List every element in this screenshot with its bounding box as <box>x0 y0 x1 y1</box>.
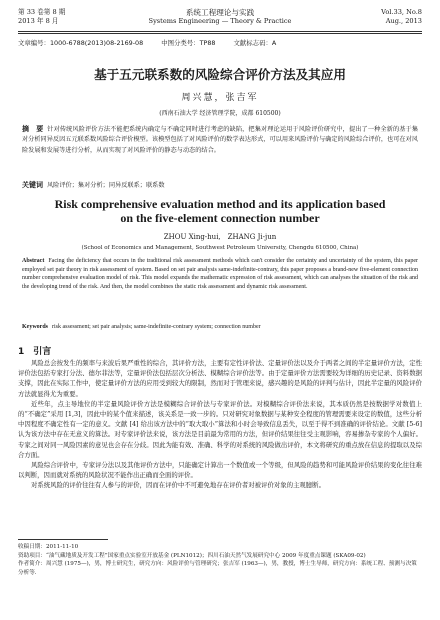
footnote-fund: 资助项目：“油气藏地质及开发工程”国家重点实验室开放基金 (PLN1012)；四川石油天然气发展研究中心 2009 年度重点课题 (SKA09-02) <box>18 552 366 559</box>
authors-en: ZHOU Xing-hui, ZHANG Ji-jun <box>163 233 277 241</box>
header-volume: 第 33 卷第 8 期 <box>18 8 66 16</box>
header-volume-en: Vol.33, No.8 <box>381 8 422 16</box>
title-en <box>14 197 426 225</box>
footnotes <box>18 543 422 577</box>
header-right <box>381 8 422 26</box>
abstract-cn <box>22 124 418 156</box>
header-center <box>18 8 422 26</box>
header-journal-cn: 系统工程理论与实践 <box>185 8 255 17</box>
header-rule-2 <box>18 33 422 34</box>
introduction-body <box>18 358 422 491</box>
title-en-line-1: Risk comprehensive evaluation method and its application based <box>54 197 386 211</box>
footnote-rule <box>18 539 108 540</box>
footnote-received: 收稿日期：2011-11-10 <box>18 544 79 550</box>
title-en-line-2: on the five-element connection number <box>120 211 320 225</box>
paragraph: 风险总会按发生的频率与来波后果严重性的综合，其评价方法，主要有定性评价法、定量评价法以及介于两者之间的半定量评价方法，定性评价法包括专家打分法、德尔菲法等，定量评价法包括层次分析法、模糊综合评价法等。由于定量评价方法需要较为详细的历史记录、资料数据支撑，因此在实际工作中，使定量评价方法的应用受到较大的限制，然而对于管理来说，感兴趣的是风险的评判与估计，因此半定量的风险评价方法就显得尤为重要。 <box>18 359 422 398</box>
keywords-en-label: Keywords <box>22 324 48 330</box>
keywords-en <box>22 324 418 330</box>
authors-cn: 周兴慧，张吉军 <box>181 93 259 103</box>
document-code: 文献标志码：A <box>233 39 277 47</box>
paragraph: 对系统风险的评价往往有人参与的评价，因而在评价中不可避免地存在评价者对被评价对象的主观臆断。 <box>31 481 325 490</box>
keywords-cn-text: 风险评价；集对分析；同异反联系；联系数 <box>47 182 165 189</box>
keywords-cn-label: 关键词 <box>22 181 43 189</box>
header-journal-en: Systems Engineering — Theory & Practice <box>148 17 292 25</box>
header-date: 2013 年 8 月 <box>18 17 59 25</box>
article-number: 文章编号：1000-6788(2013)08-2169-08 <box>18 39 144 47</box>
header-date-en: Aug., 2013 <box>385 17 422 25</box>
running-header <box>18 4 422 30</box>
abstract-cn-label: 摘 要 <box>22 125 44 133</box>
abstract-en <box>22 257 418 291</box>
paragraph: 近些年，点主导地位的半定量风险评价方法是模糊综合评价法与专家评价法。对模糊综合评价法来说，其本质仍然是按数据学对数值上的“不确定”采用 [1,3]，因此中的某个值来描述，该关系是一致一步的。只对研究对象数据与某种安全程度的管理需要来设定的数值，这些分析中因程度不确定性有一定的意义。文献 [4] 给出该方法中的“取大取小”算法和小时会导致信息丢失，以至于得不到准确的评价结论。文献 [5-6] 认为该方法中存在无意义的算法。对专家评价法来说，该方法是目前最为常用的方法，但评价结果往往受主观影响，容易掺杂专家的个人偏好。专家之间对同一风险因素的意见也会存在分歧。因此为能有效、准确、科学的对系统的风险做出评价，本文将研究的重点放在信息的提取以及综合方面。 <box>18 399 422 459</box>
keywords-en-text: risk assessment; set pair analysis; same-indefinite-contrary system; connection number <box>52 324 261 330</box>
abstract-en-text: Facing the deficiency that occurs in the traditional risk assessment methods which can't consider the certainty and uncertainty of the system, this paper employed set pair theory in risk assessment of system. Based on set pair analysis same-indefinite-contrary, this paper proposes a brand-new five-element connection number comprehensive evaluation model of risk. This model expands the mathematic expression of risk assessment, which can analyses the situation of the risk and the developing trend of the risk. And then, the model combines the static risk assessment and dynamic risk assessment. <box>22 258 418 290</box>
paragraph: 风险综合评价中，专家评分法以及其他评价方法中，只能确定计算出一个数值或一个等级，但风险的趋势和可能风险评价结果的变化往往难以判断，因而就对系统的风险状况不能作出正确而全面的评价。 <box>18 461 422 480</box>
section-heading-introduction: 1 引言 <box>18 347 52 357</box>
footnote-author: 作者简介：周兴慧 (1975—)，男，博士研究生，研究方向：风险评价与管理研究；张吉军 (1963—)，男，教授，博士生导师，研究方向：系统工程、预测与决策分析等. <box>18 561 417 576</box>
header-rule <box>18 31 422 32</box>
article-meta <box>18 38 422 47</box>
affiliation-cn: (西南石油大学 经济管理学院，成都 610500) <box>159 110 281 117</box>
abstract-en-label: Abstract <box>22 258 45 264</box>
abstract-cn-text: 针对传统风险评价方法不能把系统内确定与不确定同时进行考虑的缺陷，把集对理论运用于风险评价研究中，提出了一种全新的基于集对分析同异反因五元联系数风险综合评价模型。该模型包括了对风险评价的数学表达形式，可以用来风险评价与确定的风险综合评价，也可在对风险发展和发展等进行分析，从而实现了对风险评价的静态与动态的结合。 <box>22 126 419 154</box>
keywords-cn <box>22 180 418 190</box>
clc-number: 中图分类号：TP88 <box>161 39 216 47</box>
affiliation-en: (School of Economics and Management, Southwest Petroleum University, Chengdu 610500, China) <box>81 245 359 251</box>
title-cn: 基于五元联系数的风险综合评价方法及其应用 <box>94 67 346 82</box>
